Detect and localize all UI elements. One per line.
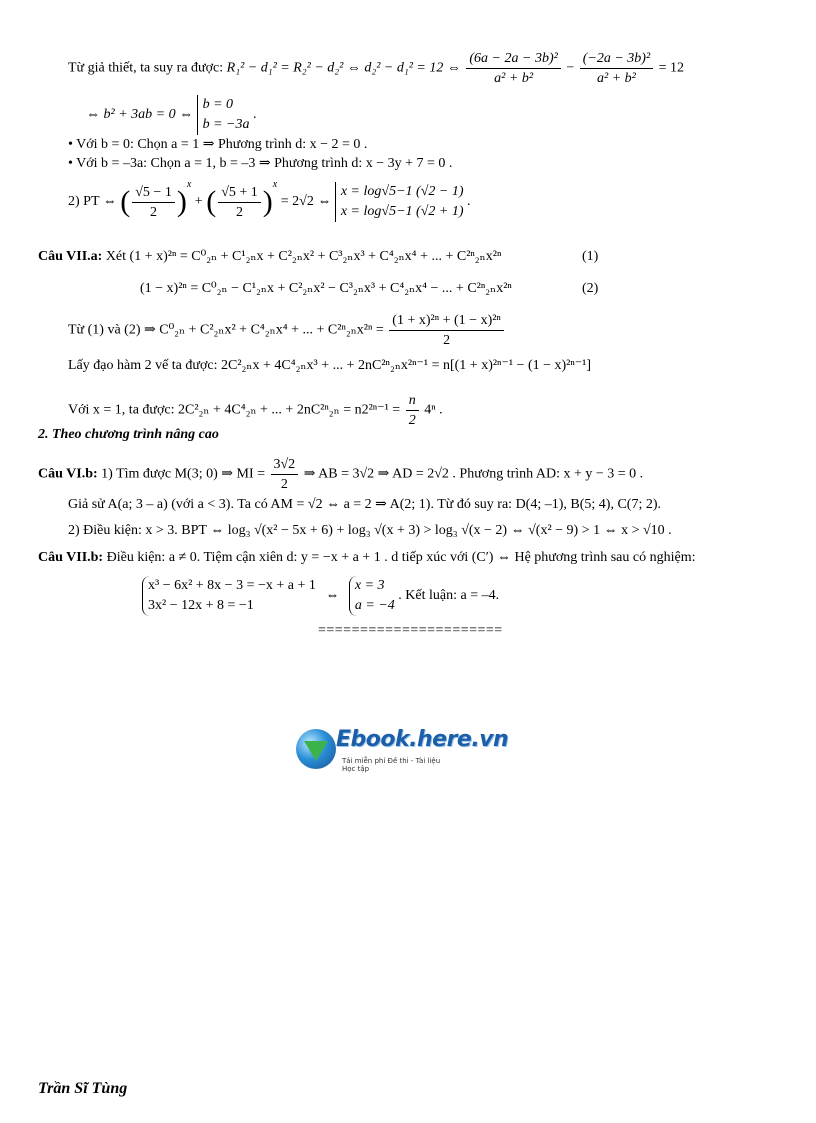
part2-frac2-num: √5 + 1	[218, 184, 261, 203]
system-conclusion: . Kết luận: a = –4.	[398, 588, 500, 604]
line1-frac2-numerator: (−2a − 3b)²	[580, 50, 653, 69]
derivation-line-1	[68, 50, 684, 87]
sum-fraction	[389, 312, 504, 349]
mi-fraction	[271, 456, 299, 493]
line1-equation: R₁² − d₁² = R₂² − d₂² ⇔ d₂² − d₁² = 12 ⇔	[226, 60, 461, 76]
cau-6b-label: Câu VI.b:	[38, 466, 98, 482]
part2-cases	[335, 182, 464, 222]
equation-tag-1: (1)	[582, 249, 599, 264]
section-heading-advanced: 2. Theo chương trình nâng cao	[38, 427, 219, 442]
line1-prefix: Từ giả thiết, ta suy ra được:	[68, 60, 224, 76]
line2-case-1: b = 0	[202, 97, 234, 112]
result-frac-den: 2	[408, 413, 416, 428]
left-paren-2: (	[206, 185, 217, 218]
line1-end: = 12	[658, 60, 685, 76]
cau-7b-text: Điều kiện: a ≠ 0. Tiệm cận xiên d: y = −x + a + 1 . d tiếp xúc với (C′) ⇔ Hệ phương trình sau có nghiệm:	[106, 550, 696, 565]
cau-7a-line-1	[38, 248, 501, 266]
result-frac-num: n	[406, 392, 419, 411]
line1-frac2-denominator: a² + b²	[597, 71, 636, 86]
cau-6b-line-2: Giả sử A(a; 3 – a) (với a < 3). Ta có AM = √2 ⇔ a = 2 ⇒ A(2; 1). Từ đó suy ra: D(4; –1), B(5; 4), C(7; 2).	[68, 497, 661, 512]
separator-line: ======================	[318, 623, 503, 638]
part2-case-1: x = log√5−1 (√2 − 1)	[340, 184, 464, 199]
cau-7a-derivative: Lấy đạo hàm 2 vế ta được: 2C²₂ₙx + 4C⁴₂ₙx³ + ... + 2nC²ⁿ₂ₙx²ⁿ⁻¹ = n[(1 + x)²ⁿ⁻¹ − (1 − x)²ⁿ⁻¹]	[68, 358, 592, 373]
part2-frac1-num: √5 − 1	[132, 184, 175, 203]
result-prefix: Với x = 1, ta được: 2C²₂ₙ + 4C⁴₂ₙ + ... + 2nC²ⁿ₂ₙ = n2²ⁿ⁻¹ =	[68, 402, 401, 418]
cau-6b-end: ⇒ AB = 3√2 ⇒ AD = 2√2 . Phương trình AD: x + y − 3 = 0 .	[303, 466, 644, 482]
cau-6b-line-1	[38, 456, 643, 493]
equation-tag-2: (2)	[582, 281, 599, 296]
logo-tagline: Tải miễn phí Đề thi - Tài liệu Học tập	[342, 757, 441, 773]
system-left	[142, 576, 316, 616]
line1-frac1-numerator: (6a − 2a − 3b)²	[466, 50, 560, 69]
cau-7a-sum	[68, 312, 506, 349]
part2-plus: +	[194, 194, 203, 210]
cau-7b-system	[142, 576, 499, 616]
right-paren: )	[176, 185, 187, 218]
part2-exp-1: x	[186, 179, 192, 191]
part2-equation	[68, 179, 471, 222]
cau-6b-line-3: 2) Điều kiện: x > 3. BPT ⇔ log₃ √(x² − 5x + 6) + log₃ √(x + 3) > log₃ √(x − 2) ⇔ √(x² − 9) > 1 ⇔ x > √10 .	[68, 523, 672, 538]
logo-text: Ebook.here.vn	[336, 727, 509, 752]
right-paren-2: )	[262, 185, 273, 218]
line1-minus: −	[566, 60, 575, 76]
download-arrow-icon	[304, 741, 328, 761]
mi-frac-den: 2	[280, 477, 288, 492]
part2-frac2-den: 2	[236, 204, 243, 220]
system-eq-1: x³ − 6x² + 8x − 3 = −x + a + 1	[148, 578, 316, 593]
part2-case-2: x = log√5−1 (√2 + 1)	[340, 204, 464, 219]
line2-cases	[197, 95, 250, 135]
system-result-1: x = 3	[354, 578, 385, 593]
footer-author: Trần Sĩ Tùng	[38, 1080, 128, 1097]
line1-frac1-denominator: a² + b²	[494, 71, 534, 86]
part2-fraction-2	[218, 184, 261, 221]
ebook-logo	[296, 727, 509, 777]
line1-fraction-2	[580, 50, 653, 87]
cau-7b-line-1	[38, 549, 695, 567]
left-paren: (	[120, 185, 131, 218]
cau-7b-label: Câu VII.b:	[38, 550, 104, 565]
cau-7a-expansion-2: (1 − x)²ⁿ = C⁰₂ₙ − C¹₂ₙx + C²₂ₙx² − C³₂ₙx³ + C⁴₂ₙx⁴ − ... + C²ⁿ₂ₙx²ⁿ	[140, 281, 512, 296]
system-right	[349, 576, 395, 616]
line2-equation: ⇔ b² + 3ab = 0 ⇔	[86, 107, 194, 123]
system-equiv: ⇔	[325, 588, 340, 604]
case-b-minus-3a: • Với b = –3a: Chọn a = 1, b = –3 ⇒ Phương trình d: x − 3y + 7 = 0 .	[68, 156, 453, 171]
cau-7a-expansion-1: Xét (1 + x)²ⁿ = C⁰₂ₙ + C¹₂ₙx + C²₂ₙx² + C³₂ₙx³ + C⁴₂ₙx⁴ + ... + C²ⁿ₂ₙx²ⁿ	[105, 249, 502, 264]
case-b-zero: • Với b = 0: Chọn a = 1 ⇒ Phương trình d: x − 2 = 0 .	[68, 137, 368, 152]
part2-end: .	[466, 194, 471, 210]
sum-prefix: Từ (1) và (2) ⇒ C⁰₂ₙ + C²₂ₙx² + C⁴₂ₙx⁴ + ... + C²ⁿ₂ₙx²ⁿ =	[68, 322, 384, 338]
result-fraction	[406, 392, 419, 429]
system-result-2: a = −4	[354, 598, 395, 613]
result-end: 4ⁿ .	[424, 402, 443, 418]
part2-frac1-den: 2	[150, 204, 158, 220]
part2-fraction-1	[132, 184, 175, 221]
sum-frac-den: 2	[443, 333, 451, 348]
part2-exp-2: x	[272, 179, 278, 191]
system-eq-2: 3x² − 12x + 8 = −1	[148, 598, 254, 613]
line2-end: .	[253, 107, 257, 123]
cau-7a-label: Câu VII.a:	[38, 249, 103, 264]
sum-frac-num: (1 + x)²ⁿ + (1 − x)²ⁿ	[389, 312, 504, 331]
line1-fraction-1	[466, 50, 560, 87]
part2-prefix: 2) PT ⇔	[68, 194, 117, 210]
derivation-line-2	[86, 95, 257, 135]
cau-7a-result	[68, 392, 443, 429]
mi-frac-num: 3√2	[271, 456, 299, 475]
line2-case-2: b = −3a	[202, 117, 250, 132]
cau-6b-prefix: 1) Tìm được M(3; 0) ⇒ MI =	[101, 466, 265, 482]
part2-rhs: = 2√2 ⇔	[280, 194, 332, 210]
